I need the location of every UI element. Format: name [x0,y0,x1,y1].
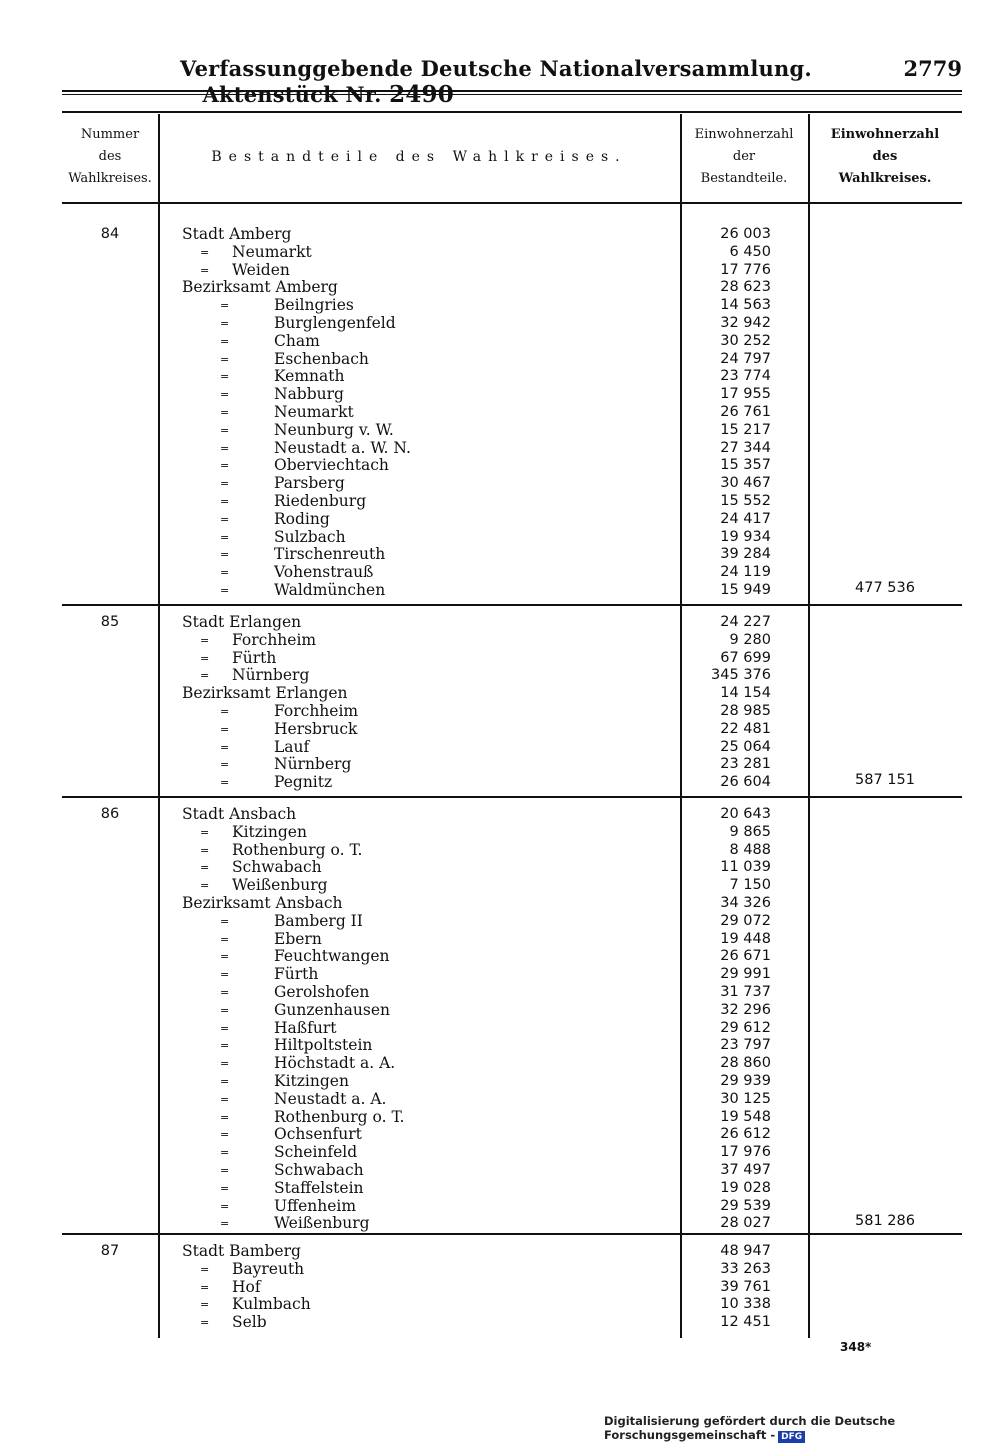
header-rule-top [62,90,962,92]
population-value: 10 338 [720,1296,771,1313]
ditto-mark: = [200,879,210,893]
table-row [62,244,962,262]
district-name: Nürnberg [274,755,352,774]
header-nummer-line-3: Wahlkreises. [68,171,152,186]
district-name: Oberviechtach [274,456,389,475]
district-name: Staffelstein [274,1178,364,1197]
table-row [62,386,962,404]
table-row [62,422,962,440]
population-value: 9 865 [729,823,771,840]
table-row [62,1279,962,1297]
population-value: 11 039 [720,859,771,876]
table-row [62,1091,962,1109]
ditto-mark: = [220,758,230,772]
population-value: 17 776 [720,261,771,278]
district-name: Stadt Bamberg [182,1242,301,1260]
population-value: 17 955 [720,386,771,403]
header-bestandteile: Bestandteile des Wahlkreises. [211,149,627,165]
district-name: Höchstadt a. A. [274,1054,396,1073]
district-name: Nabburg [274,385,344,404]
table-row [62,895,962,913]
population-value: 39 284 [720,546,771,563]
district-name: Waldmünchen [274,581,386,599]
district-name: Fürth [232,648,277,667]
population-value: 15 217 [720,421,771,438]
table-row [62,475,962,493]
district-name: Eschenbach [274,349,369,368]
population-value: 39 761 [720,1278,771,1295]
district-name: Vohenstrauß [274,563,374,582]
ditto-mark: = [220,776,230,790]
ditto-mark: = [220,584,230,597]
header-eb-line-1: Einwohnerzahl [694,127,794,142]
table-row [62,351,962,369]
district-name: Kitzingen [274,1072,349,1090]
table-row [62,1162,962,1180]
table-row [62,614,962,632]
table-row [62,1314,962,1332]
table-row [62,262,962,280]
district-name: Schwabach [274,1161,364,1179]
ditto-mark: = [220,1181,230,1195]
district-name: Lauf [274,737,310,756]
district-name: Sulzbach [274,527,346,546]
table-row [62,703,962,721]
table-row [62,297,962,315]
population-value: 15 949 [720,582,771,598]
ditto-mark: = [220,512,230,526]
constituency-number: 87 [100,1243,120,1259]
ditto-mark: = [220,1057,230,1071]
constituency-number: 85 [100,614,120,630]
table-row [62,279,962,297]
block-separator [62,796,962,798]
district-name: Forchheim [232,630,317,649]
ditto-mark: = [220,370,230,384]
table-row [62,1037,962,1055]
ditto-mark: = [220,495,230,508]
population-value: 12 451 [720,1314,771,1331]
district-name: Bezirksamt Amberg [182,278,338,297]
district-name: Bezirksamt Erlangen [182,684,348,703]
table-row [62,685,962,703]
table-row [62,1109,962,1127]
district-name: Weiden [232,260,290,279]
table-row [62,511,962,529]
table-row [62,948,962,966]
population-value: 37 497 [720,1162,771,1178]
population-value: 28 860 [720,1055,771,1072]
table-row [62,877,962,895]
ditto-mark: = [220,334,230,348]
population-value: 32 942 [720,315,771,331]
district-name: Kemnath [274,367,345,386]
district-name: Gunzenhausen [274,1000,390,1019]
table-row [62,1020,962,1038]
table-row [62,966,962,984]
district-name: Bezirksamt Ansbach [182,894,343,912]
population-value: 29 939 [720,1073,771,1089]
ditto-mark: = [200,245,210,259]
table-row [62,632,962,650]
population-value: 22 481 [720,720,771,737]
population-value: 15 357 [720,457,771,474]
ditto-mark: = [220,477,230,491]
district-name: Gerolshofen [274,983,370,1001]
population-value: 7 150 [729,877,771,894]
population-value: 30 467 [720,475,771,492]
population-value: 33 263 [720,1260,771,1277]
header-eb-line-3: Bestandteile. [700,171,788,186]
table-top-rule [62,111,962,113]
ditto-mark: = [220,1199,230,1213]
district-name: Feuchtwangen [274,947,390,966]
credit-text: Digitalisierung gefördert durch die Deutsche Forschungsgemeinschaft - [604,1414,896,1442]
district-name: Roding [274,509,330,528]
ditto-mark: = [220,722,230,736]
district-name: Scheinfeld [274,1143,358,1162]
population-value: 32 296 [720,1001,771,1018]
table-row [62,842,962,860]
constituency-table [62,114,962,1338]
population-value: 14 563 [720,297,771,314]
ditto-mark: = [220,1092,230,1106]
ditto-mark: = [200,651,210,665]
population-value: 29 991 [720,966,771,983]
page-number: 2779 [903,56,962,81]
header-eb-line-2: der [732,149,756,164]
district-name: Selb [232,1313,267,1332]
population-value: 24 119 [720,564,771,581]
table-row [62,546,962,564]
ditto-mark: = [220,530,230,544]
table-row [62,931,962,949]
ditto-mark: = [200,861,210,875]
district-name: Weißenburg [232,876,328,895]
table-row [62,859,962,877]
ditto-mark: = [220,1003,230,1017]
district-name: Stadt Ansbach [182,805,297,823]
ditto-mark: = [220,441,230,455]
population-value: 29 612 [720,1019,771,1036]
district-name: Fürth [274,965,319,984]
page-header [62,56,962,86]
dfg-logo: DFG [778,1431,805,1443]
table-row [62,1055,962,1073]
header-rule-bottom [62,94,962,95]
table-row [62,404,962,422]
table-row [62,913,962,931]
table-row [62,226,962,244]
ditto-mark: = [200,669,210,683]
population-value: 28 623 [720,279,771,296]
district-name: Pegnitz [274,773,333,792]
population-value: 24 227 [720,614,771,630]
population-value: 24 797 [720,350,771,367]
header-nummer [62,124,158,190]
ditto-mark: = [220,1217,230,1231]
district-name: Schwabach [232,858,322,877]
population-value: 26 761 [720,404,771,420]
population-value: 48 947 [720,1243,771,1259]
district-name: Bamberg II [274,911,363,930]
ditto-mark: = [220,1164,230,1177]
running-title [180,56,962,108]
table-row [62,984,962,1002]
district-name: Bayreuth [232,1259,305,1278]
table-row [62,1296,962,1314]
population-value: 19 548 [720,1108,771,1125]
population-value: 8 488 [729,841,771,858]
population-value: 19 448 [720,930,771,947]
population-value: 19 934 [720,528,771,545]
population-value: 28 985 [720,703,771,719]
ditto-mark: = [220,740,230,754]
constituency-total: 581 286 [855,1213,915,1230]
population-value: 23 797 [720,1037,771,1054]
district-name: Ebern [274,929,322,948]
table-header [62,114,962,202]
header-ew-line-3: Wahlkreises. [838,171,932,186]
population-value: 29 539 [720,1197,771,1214]
district-name: Rothenburg o. T. [232,840,363,859]
population-value: 34 326 [720,895,771,911]
population-value: 26 671 [720,948,771,965]
ditto-mark: = [220,1039,230,1053]
district-name: Ochsenfurt [274,1125,362,1144]
district-name: Neustadt a. A. [274,1089,387,1108]
table-row [62,1261,962,1279]
district-name: Hof [232,1277,261,1296]
constituency-number: 86 [100,806,120,822]
ditto-mark: = [220,299,230,313]
table-row [62,368,962,386]
header-nummer-line-2: des [98,149,122,164]
ditto-mark: = [200,1316,210,1330]
ditto-mark: = [200,263,210,277]
table-row [62,457,962,475]
ditto-mark: = [200,1262,210,1276]
population-value: 26 604 [720,774,771,791]
district-name: Kitzingen [232,822,307,841]
ditto-mark: = [220,352,230,366]
table-row [62,721,962,739]
ditto-mark: = [220,423,230,437]
table-row [62,529,962,547]
table-row [62,333,962,351]
header-ew-line-1: Einwohnerzahl [830,127,940,142]
header-ew-line-2: des [872,149,898,164]
population-value: 25 064 [720,738,771,755]
district-name: Hiltpoltstein [274,1036,373,1055]
ditto-mark: = [220,1128,230,1142]
population-value: 26 003 [720,226,771,242]
document-title: Verfassunggebende Deutsche Nationalversammlung. [180,56,812,81]
population-value: 27 344 [720,439,771,456]
district-name: Neumarkt [232,242,312,261]
constituency-number: 84 [100,226,120,242]
constituency-total: 587 151 [855,772,915,789]
table-row [62,315,962,333]
ditto-mark: = [220,1110,230,1124]
population-value: 20 643 [720,806,771,822]
table-row [62,739,962,757]
district-name: Burglengenfeld [274,314,396,332]
ditto-mark: = [220,566,230,580]
district-name: Riedenburg [274,492,367,510]
district-name: Cham [274,331,320,350]
district-name: Stadt Erlangen [182,613,302,631]
table-row [62,667,962,685]
ditto-mark: = [220,317,230,330]
district-name: Neunburg v. W. [274,420,394,439]
ditto-mark: = [220,548,230,562]
ditto-mark: = [200,633,210,647]
district-name: Uffenheim [274,1196,357,1215]
population-value: 67 699 [720,649,771,666]
ditto-mark: = [220,705,230,718]
table-row [62,1126,962,1144]
population-value: 31 737 [720,984,771,1000]
district-name: Parsberg [274,474,345,493]
population-value: 15 552 [720,493,771,509]
table-row [62,1144,962,1162]
population-value: 24 417 [720,510,771,527]
district-name: Tirschenreuth [274,545,386,564]
ditto-mark: = [220,1021,230,1035]
district-name: Forchheim [274,702,359,720]
district-name: Stadt Amberg [182,225,292,243]
digitization-credit [604,1414,1000,1443]
table-row [62,650,962,668]
header-nummer-line-1: Nummer [80,127,140,142]
population-value: 28 027 [720,1215,771,1232]
header-einwohner-bestandteile [680,124,808,190]
district-name: Hersbruck [274,719,358,738]
district-name: Weißenburg [274,1214,370,1233]
ditto-mark: = [220,914,230,928]
table-row [62,1002,962,1020]
ditto-mark: = [200,825,210,839]
population-value: 26 612 [720,1126,771,1143]
population-value: 30 252 [720,332,771,349]
population-value: 9 280 [729,631,771,648]
population-value: 17 976 [720,1144,771,1161]
ditto-mark: = [220,388,230,402]
ditto-mark: = [220,932,230,946]
table-row [62,493,962,511]
population-value: 23 281 [720,756,771,773]
table-row [62,440,962,458]
ditto-mark: = [220,950,230,964]
population-value: 6 450 [729,243,771,260]
district-name: Neumarkt [274,403,354,421]
ditto-mark: = [220,459,230,473]
ditto-mark: = [200,1298,210,1312]
district-name: Kulmbach [232,1295,311,1314]
table-row [62,806,962,824]
ditto-mark: = [220,968,230,982]
population-value: 19 028 [720,1179,771,1196]
district-name: Nürnberg [232,666,310,685]
district-name: Haßfurt [274,1018,337,1037]
district-name: Beilngries [274,296,354,315]
population-value: 14 154 [720,685,771,702]
district-name: Neustadt a. W. N. [274,438,411,457]
header-separator [62,202,962,204]
block-separator [62,1233,962,1235]
table-row [62,1073,962,1091]
footnote-marker: 348* [840,1340,872,1354]
table-row [62,1243,962,1261]
table-row [62,824,962,842]
ditto-mark: = [220,406,230,419]
ditto-mark: = [220,1075,230,1088]
population-value: 29 072 [720,912,771,929]
ditto-mark: = [220,986,230,999]
constituency-total: 477 536 [855,580,915,596]
table-row [62,1180,962,1198]
ditto-mark: = [200,843,210,857]
population-value: 23 774 [720,368,771,385]
header-einwohner-wahlkreis [808,124,962,190]
district-name: Rothenburg o. T. [274,1107,405,1126]
ditto-mark: = [220,1146,230,1160]
population-value: 30 125 [720,1090,771,1107]
block-separator [62,604,962,606]
ditto-mark: = [200,1280,210,1294]
population-value: 345 376 [711,667,771,684]
